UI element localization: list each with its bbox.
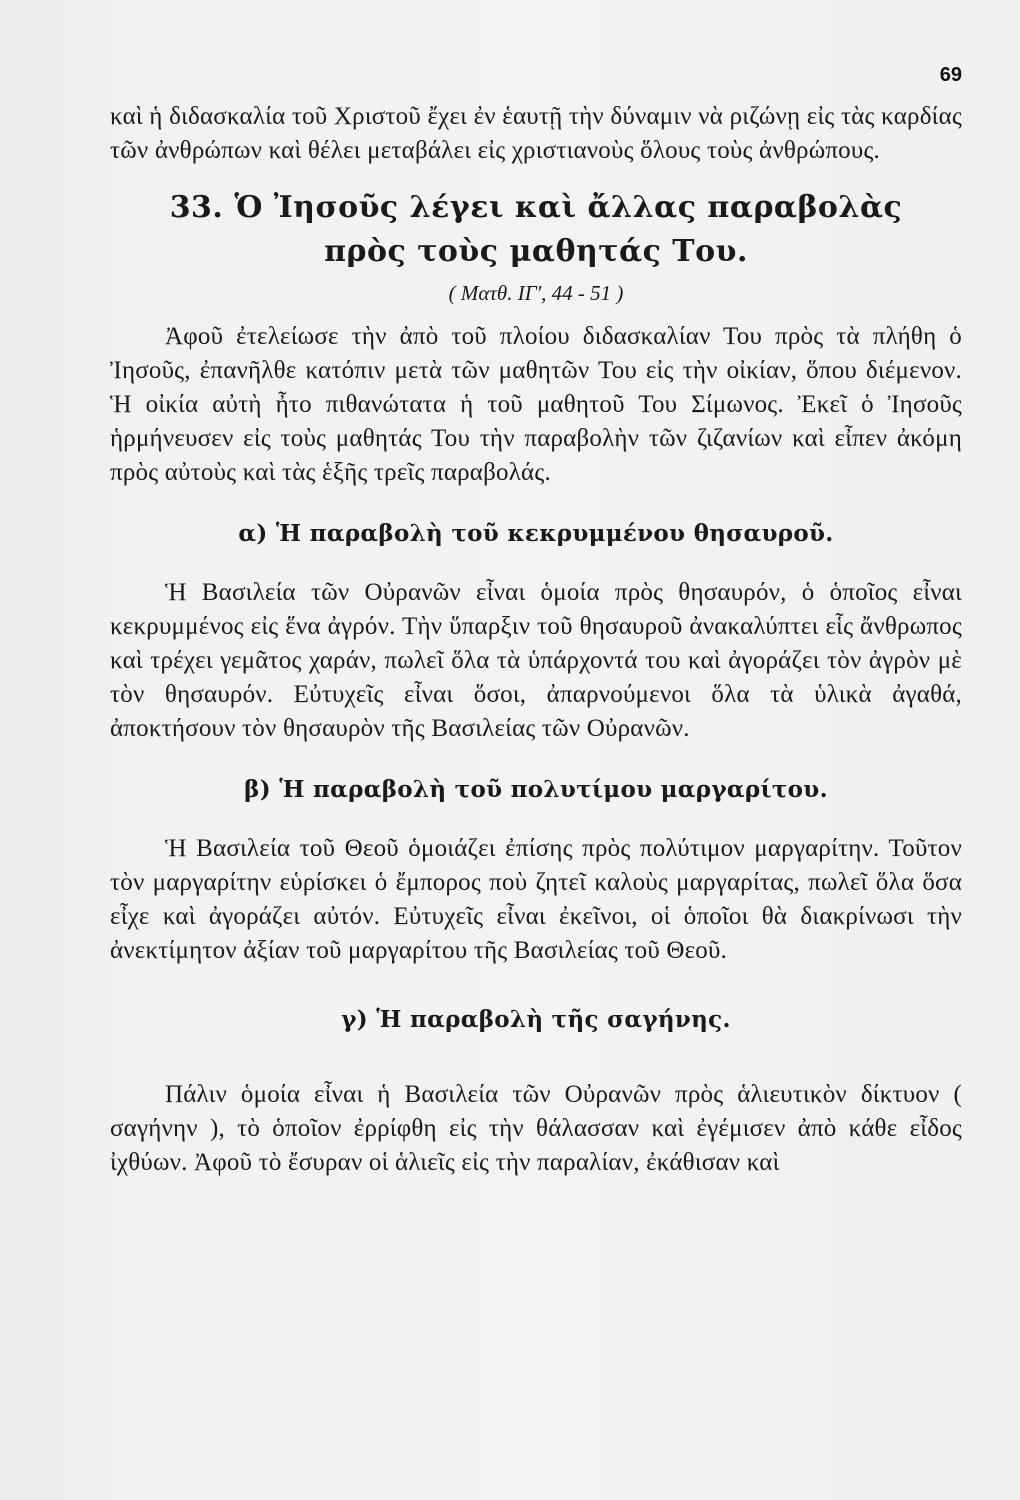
section-text-net: Πάλιν ὁμοία εἶναι ἡ Βασιλεία τῶν Οὐρανῶν πρὸς ἁλιευτικὸν δίκτυον ( σαγήνην ), τὸ ὁποῖον ἐρρίφθη εἰς τὴν θάλασσαν καὶ ἐγέμισεν ἀπὸ κάθε εἶδος ἰχθύων. Ἀφοῦ τὸ ἔσυραν οἱ ἁλιεῖς εἰς τὴν παραλίαν, ἐκάθισαν καὶ [110,1081,962,1176]
section-heading-treasure: α) Ἡ παραβολὴ τοῦ κεκρυμμένου θησαυροῦ. [238,520,834,547]
section-heading-pearl: β) Ἡ παραβολὴ τοῦ πολυτίμου μαργαρίτου. [244,776,828,803]
scripture-reference: ( Ματθ. ΙΓ', 44 - 51 ) [448,281,624,305]
section-text-treasure: Ἡ Βασιλεία τῶν Οὐρανῶν εἶναι ὁμοία πρὸς θησαυρόν, ὁ ὁποῖος εἶναι κεκρυμμένος εἰς ἕνα ἀγρόν. Τὴν ὕπαρξιν τοῦ θησαυροῦ ἀνακαλύπτει εἷς ἄνθρωπος καὶ τρέχει γεμᾶτος χαράν, πωλεῖ ὅλα τὰ ὑπάρχοντά του καὶ ἀγοράζει τὸν ἀγρὸν μὲ τὸν θησαυρόν. Εὐτυχεῖς εἶναι ὅσοι, ἀπαρνούμενοι ὅλα τὰ ὑλικὰ ἀγαθά, ἀποκτήσουν τὸν θησαυρὸν τῆς Βασιλείας τῶν Οὐρανῶν. [110,579,962,742]
section-heading-net: γ) Ἡ παραβολὴ τῆς σαγήνης. [341,1006,731,1033]
chapter-title [110,186,962,274]
section-text-pearl: Ἡ Βασιλεία τοῦ Θεοῦ ὁμοιάζει ἐπίσης πρὸς πολύτιμον μαργαρίτην. Τοῦτον τὸν μαργαρίτην εὑρίσκει ὁ ἔμπορος ποὺ ζητεῖ καλοὺς μαργαρίτας, πωλεῖ ὅλα ὅσα εἶχε καὶ ἀγοράζει αὐτόν. Εὐτυχεῖς εἶναι ἐκεῖνοι, οἱ ὁποῖοι θὰ διακρίνωσι τὴν ἀνεκτίμητον ἀξίαν τοῦ μαργαρίτου τῆς Βασιλείας τοῦ Θεοῦ. [110,835,962,964]
page-number: 69 [939,64,962,86]
chapter-title-line-1: 33. Ὁ Ἰησοῦς λέγει καὶ ἄλλας παραβολὰς [169,190,903,225]
chapter-title-line-2: πρὸς τοὺς μαθητάς Του. [324,234,748,269]
intro-paragraph: καὶ ἡ διδασκαλία τοῦ Χριστοῦ ἔχει ἐν ἑαυτῇ τὴν δύναμιν νὰ ριζώνῃ εἰς τὰς καρδίας τῶν ἀνθρώπων καὶ θέλει μεταβάλει εἰς χριστιανοὺς ὅλους τοὺς ἀνθρώπους. [110,103,962,164]
chapter-opening-paragraph: Ἀφοῦ ἐτελείωσε τὴν ἀπὸ τοῦ πλοίου διδασκαλίαν Του πρὸς τὰ πλήθη ὁ Ἰησοῦς, ἐπανῆλθε κατόπιν μετὰ τῶν μαθητῶν Του εἰς τὴν οἰκίαν, ὅπου διέμενον. Ἡ οἰκία αὐτὴ ἦτο πιθανώτατα ἡ τοῦ μαθητοῦ Του Σίμωνος. Ἐκεῖ ὁ Ἰησοῦς ἡρμήνευσεν εἰς τοὺς μαθητάς Του τὴν παραβολὴν τῶν ζιζανίων καὶ εἶπεν ἀκόμη πρὸς αὐτοὺς καὶ τὰς ἑξῆς τρεῖς παραβολάς. [110,323,962,486]
page-content [110,100,962,1180]
